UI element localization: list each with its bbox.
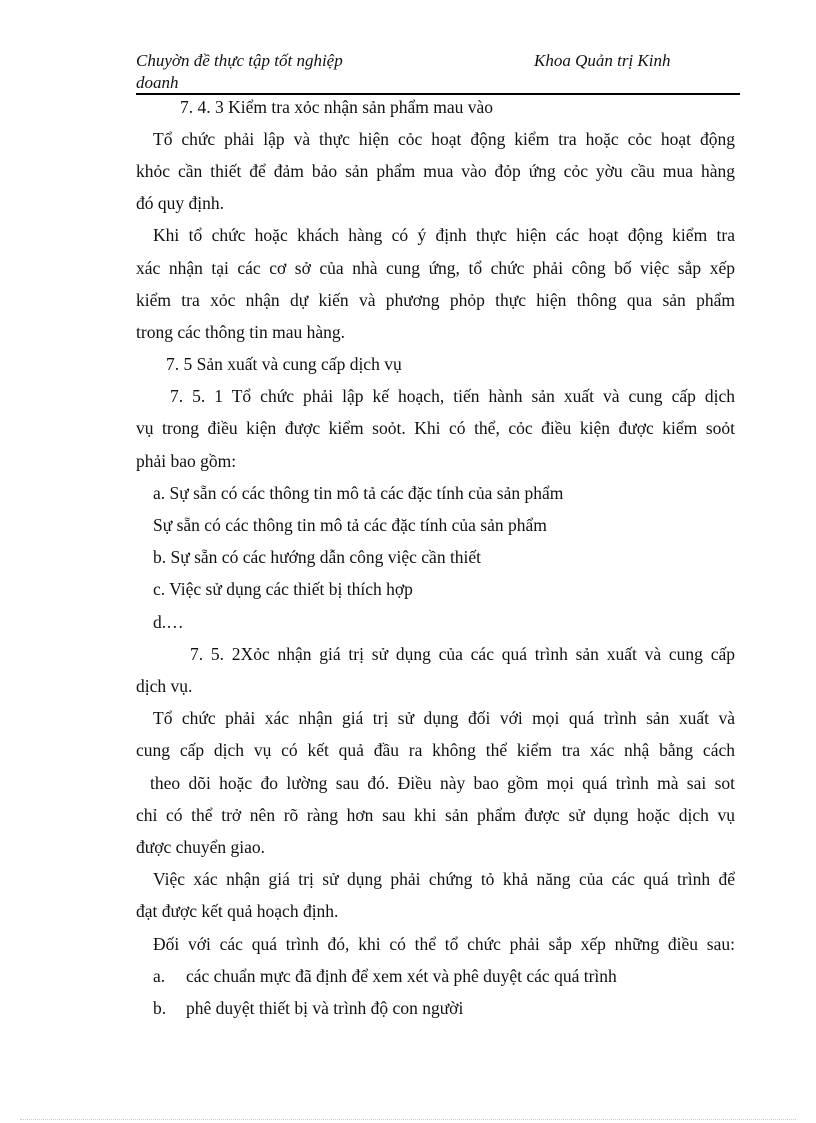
text-line: chỉ có thể trở nên rõ ràng hơn sau khi sản phẩm được sử dụng hoặc dịch vụ: [136, 805, 735, 825]
list-item: a. Sự sẵn có các thông tin mô tả các đặc tính của sản phẩm: [153, 483, 564, 503]
list-marker: a.: [153, 966, 166, 986]
text-line: đạt được kết quả hoạch định.: [136, 901, 339, 921]
list-item: phê duyệt thiết bị và trình độ con người: [186, 998, 464, 1018]
page-bottom-border: [20, 1119, 796, 1120]
heading-7-4-3: 7. 4. 3 Kiểm tra xỏc nhận sản phẩm mau vào: [180, 97, 493, 117]
list-item: c. Việc sử dụng các thiết bị thích hợp: [153, 579, 413, 599]
text-line: Tổ chức phải xác nhận giá trị sử dụng đối với mọi quá trình sản xuất và: [153, 708, 735, 728]
text-line: kiểm tra xỏc nhận dự kiến và phương phỏp thực hiện thông qua sản phẩm: [136, 290, 735, 310]
header-right: Khoa Quản trị Kinh: [534, 51, 671, 70]
list-item: Sự sẵn có các thông tin mô tả các đặc tính của sản phẩm: [153, 515, 547, 535]
text-line: Việc xác nhận giá trị sử dụng phải chứng tỏ khả năng của các quá trình để: [153, 869, 735, 889]
text-line: Tổ chức phải lập và thực hiện cỏc hoạt động kiểm tra hoặc cỏc hoạt động: [153, 129, 735, 149]
list-marker: b.: [153, 998, 167, 1018]
text-line: theo dõi hoặc đo lường sau đó. Điều này bao gồm mọi quá trình mà sai sot: [150, 773, 735, 793]
heading-7-5: 7. 5 Sản xuất và cung cấp dịch vụ: [166, 354, 402, 374]
text-line: Khi tổ chức hoặc khách hàng có ý định thực hiện các hoạt động kiểm tra: [153, 225, 735, 245]
text-line: Đối với các quá trình đó, khi có thể tổ chức phải sắp xếp những điều sau:: [153, 934, 735, 954]
text-line: vụ trong điều kiện được kiểm soỏt. Khi có thể, cỏc điều kiện được kiểm soỏt: [136, 418, 735, 438]
text-line: khỏc cần thiết để đảm bảo sản phẩm mua vào đỏp ứng cỏc yờu cầu mua hàng: [136, 161, 735, 181]
text-line: được chuyển giao.: [136, 837, 266, 857]
heading-7-5-2: 7. 5. 2Xỏc nhận giá trị sử dụng của các quá trình sản xuất và cung cấp: [190, 644, 735, 664]
header-rule: [136, 93, 740, 95]
list-item: b. Sự sẵn có các hướng dẫn công việc cần thiết: [153, 547, 482, 567]
text-line: trong các thông tin mau hàng.: [136, 322, 345, 342]
page-header: [136, 50, 740, 96]
header-left-continued: doanh: [136, 73, 179, 92]
list-item: d.…: [153, 612, 184, 632]
text-line: dịch vụ.: [136, 676, 193, 696]
text-line: xác nhận tại các cơ sở của nhà cung ứng, tổ chức phải công bố việc sắp xếp: [136, 258, 735, 278]
text-line: 7. 5. 1 Tổ chức phải lập kế hoạch, tiến hành sản xuất và cung cấp dịch: [170, 386, 735, 406]
list-item: các chuẩn mực đã định để xem xét và phê duyệt các quá trình: [186, 966, 617, 986]
text-line: phải bao gồm:: [136, 451, 237, 471]
header-left: Chuyờn đề thực tập tốt nghiệp: [136, 51, 343, 70]
text-line: cung cấp dịch vụ có kết quả đầu ra không thể kiểm tra xác nhậ bằng cách: [136, 740, 735, 760]
text-line: đó quy định.: [136, 193, 224, 213]
